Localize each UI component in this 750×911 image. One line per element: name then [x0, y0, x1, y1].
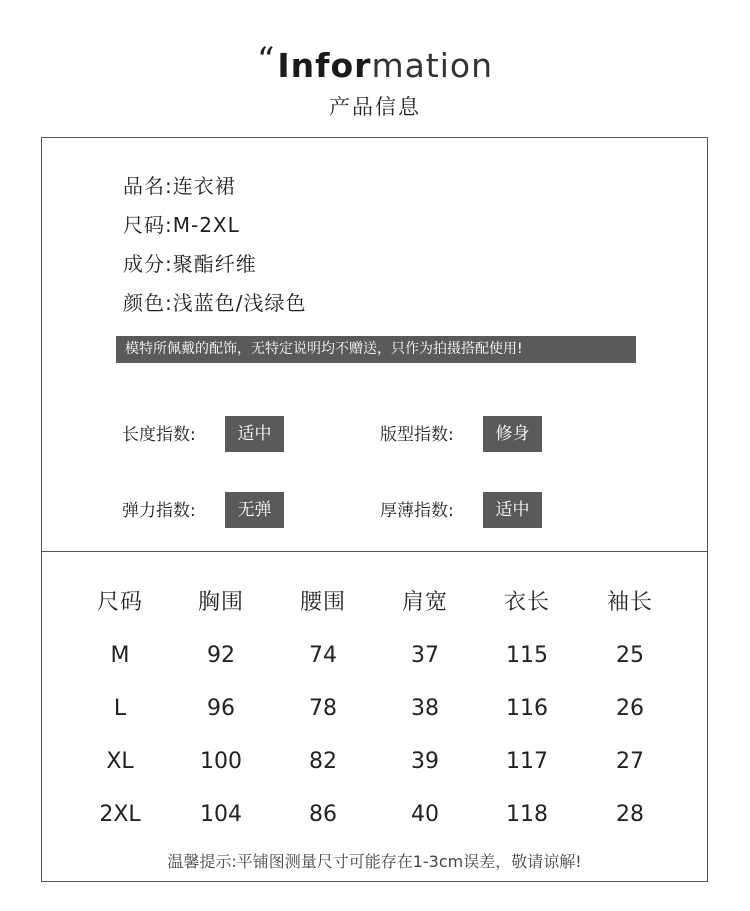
index-label-length: 长度指数: — [122, 425, 196, 445]
table-cell: 28 — [616, 802, 644, 827]
table-cell: 82 — [309, 749, 337, 774]
table-cell: 27 — [616, 749, 644, 774]
table-cell: 86 — [309, 802, 337, 827]
table-cell: 2XL — [99, 802, 141, 827]
index-value-thickness: 适中 — [483, 492, 542, 528]
measurement-footnote: 温馨提示:平铺图测量尺寸可能存在1-3cm误差，敬请谅解! — [167, 852, 582, 871]
product-material: 成分:聚酯纤维 — [123, 252, 257, 276]
index-label-thickness: 厚薄指数: — [380, 501, 454, 521]
table-cell: 38 — [411, 696, 439, 721]
table-cell: 39 — [411, 749, 439, 774]
table-cell: L — [113, 696, 127, 721]
table-cell: 100 — [200, 749, 242, 774]
table-cell: 117 — [506, 749, 548, 774]
table-cell: 78 — [309, 696, 337, 721]
table-cell: 115 — [506, 643, 548, 668]
table-cell: 74 — [309, 643, 337, 668]
table-header-waist: 腰围 — [299, 590, 346, 615]
table-cell: 118 — [506, 802, 548, 827]
table-header-chest: 胸围 — [197, 590, 244, 615]
table-header-length: 衣长 — [503, 590, 550, 615]
index-value-elasticity: 无弹 — [225, 492, 284, 528]
table-header-shoulder: 肩宽 — [401, 590, 448, 615]
index-value-fit: 修身 — [483, 416, 542, 452]
table-cell: 37 — [411, 643, 439, 668]
index-value-length: 适中 — [225, 416, 284, 452]
page-subtitle: 产品信息 — [329, 95, 421, 119]
table-cell: 104 — [200, 802, 242, 827]
table-cell: 25 — [616, 643, 644, 668]
table-cell: 116 — [506, 696, 548, 721]
index-label-elasticity: 弹力指数: — [122, 501, 196, 521]
quote-mark: “ — [256, 40, 276, 80]
table-cell: XL — [106, 749, 134, 774]
product-color: 颜色:浅蓝色/浅绿色 — [123, 291, 307, 315]
page-title — [0, 40, 750, 88]
title-bold-part: Infor — [277, 46, 372, 85]
table-cell: 40 — [411, 802, 439, 827]
product-name: 品名:连衣裙 — [123, 174, 236, 198]
table-header-sleeve: 袖长 — [606, 590, 653, 615]
table-cell: 96 — [207, 696, 235, 721]
table-cell: M — [110, 643, 130, 668]
title-light-part: mation — [371, 46, 494, 85]
accessory-notice: 模特所佩戴的配饰，无特定说明均不赠送，只作为拍摄搭配使用! — [116, 336, 636, 363]
table-header-size: 尺码 — [96, 590, 143, 615]
product-size: 尺码:M-2XL — [123, 213, 240, 237]
table-cell: 26 — [616, 696, 644, 721]
table-cell: 92 — [207, 643, 235, 668]
index-label-fit: 版型指数: — [380, 425, 454, 445]
section-divider — [41, 551, 708, 552]
